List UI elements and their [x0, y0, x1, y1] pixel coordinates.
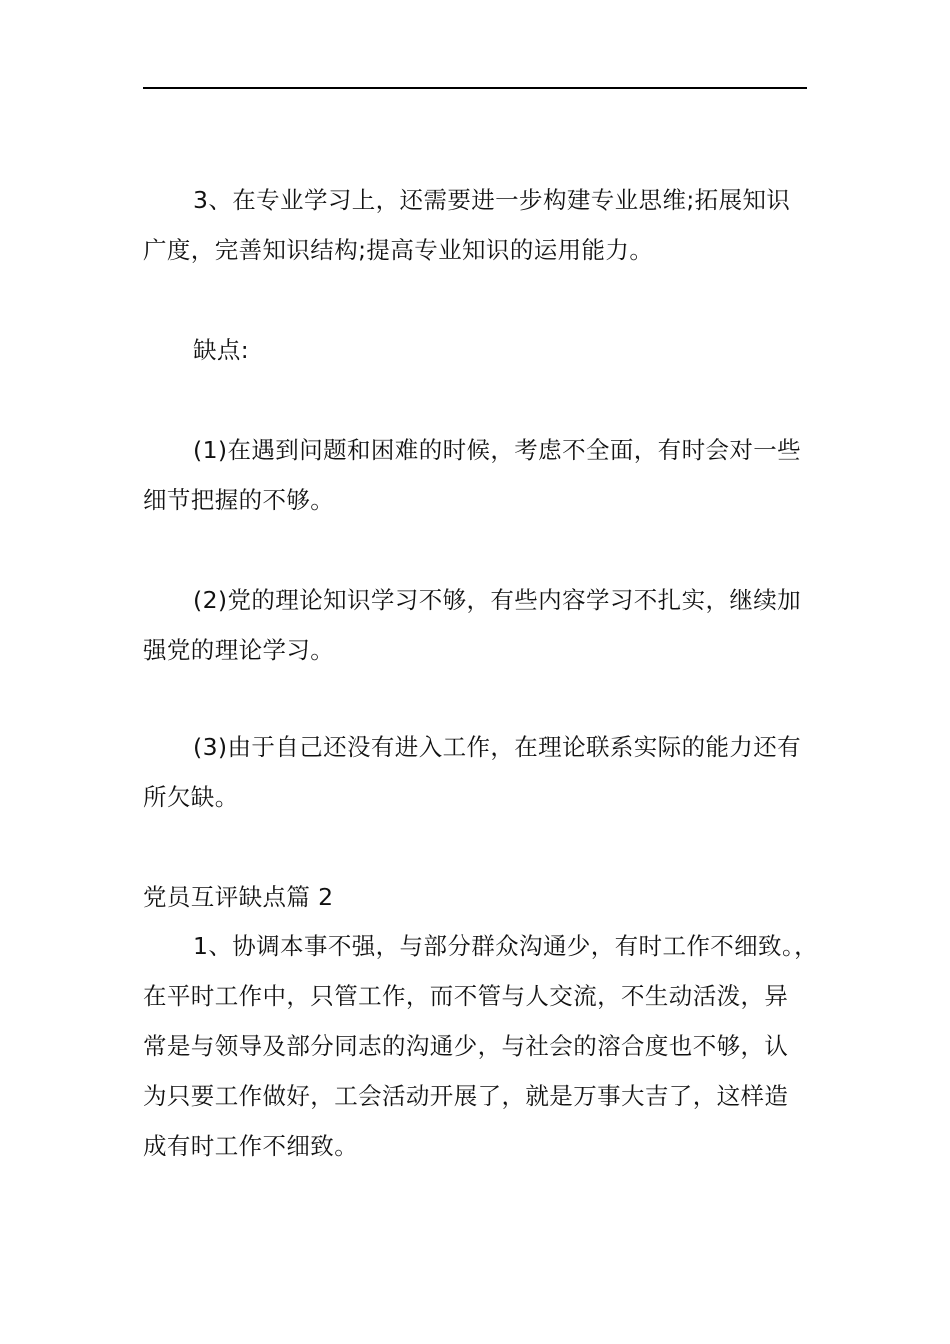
shortcomings-label: [143, 325, 813, 375]
heading-text: 党员互评缺点篇 2: [143, 883, 334, 911]
text-line: 为只要工作做好，工会活动开展了，就是万事大吉了，这样造: [143, 1082, 789, 1110]
text-line: 常是与领导及部分同志的沟通少，与社会的溶合度也不够，认: [143, 1032, 789, 1060]
header-rule: [143, 87, 807, 89]
paragraph-professional-study: [143, 175, 813, 275]
text-line: 缺点:: [193, 336, 250, 364]
text-line: (2)党的理论知识学习不够，有些内容学习不扎实，继续加: [193, 586, 802, 614]
text-line: 细节把握的不够。: [143, 486, 335, 514]
text-line: (3)由于自己还没有进入工作，在理论联系实际的能力还有: [193, 733, 802, 761]
text-line: 3、在专业学习上，还需要进一步构建专业思维;拓展知识: [193, 186, 791, 214]
section-paragraph: [143, 921, 819, 1171]
text-line: 在平时工作中，只管工作，而不管与人交流，不生动活泼，异: [143, 982, 789, 1010]
text-line: 所欠缺。: [143, 783, 239, 811]
text-line: (1)在遇到问题和困难的时候，考虑不全面，有时会对一些: [193, 436, 802, 464]
text-line: 强党的理论学习。: [143, 636, 335, 664]
text-line: 成有时工作不细致。: [143, 1132, 359, 1160]
text-line: 1、协调本事不强，与部分群众沟通少，有时工作不细致。，: [193, 932, 819, 960]
section-heading: [143, 872, 813, 922]
text-line: 广度，完善知识结构;提高专业知识的运用能力。: [143, 236, 654, 264]
paragraph-shortcoming-3: [143, 722, 813, 822]
paragraph-shortcoming-1: [143, 425, 813, 525]
paragraph-shortcoming-2: [143, 575, 813, 675]
